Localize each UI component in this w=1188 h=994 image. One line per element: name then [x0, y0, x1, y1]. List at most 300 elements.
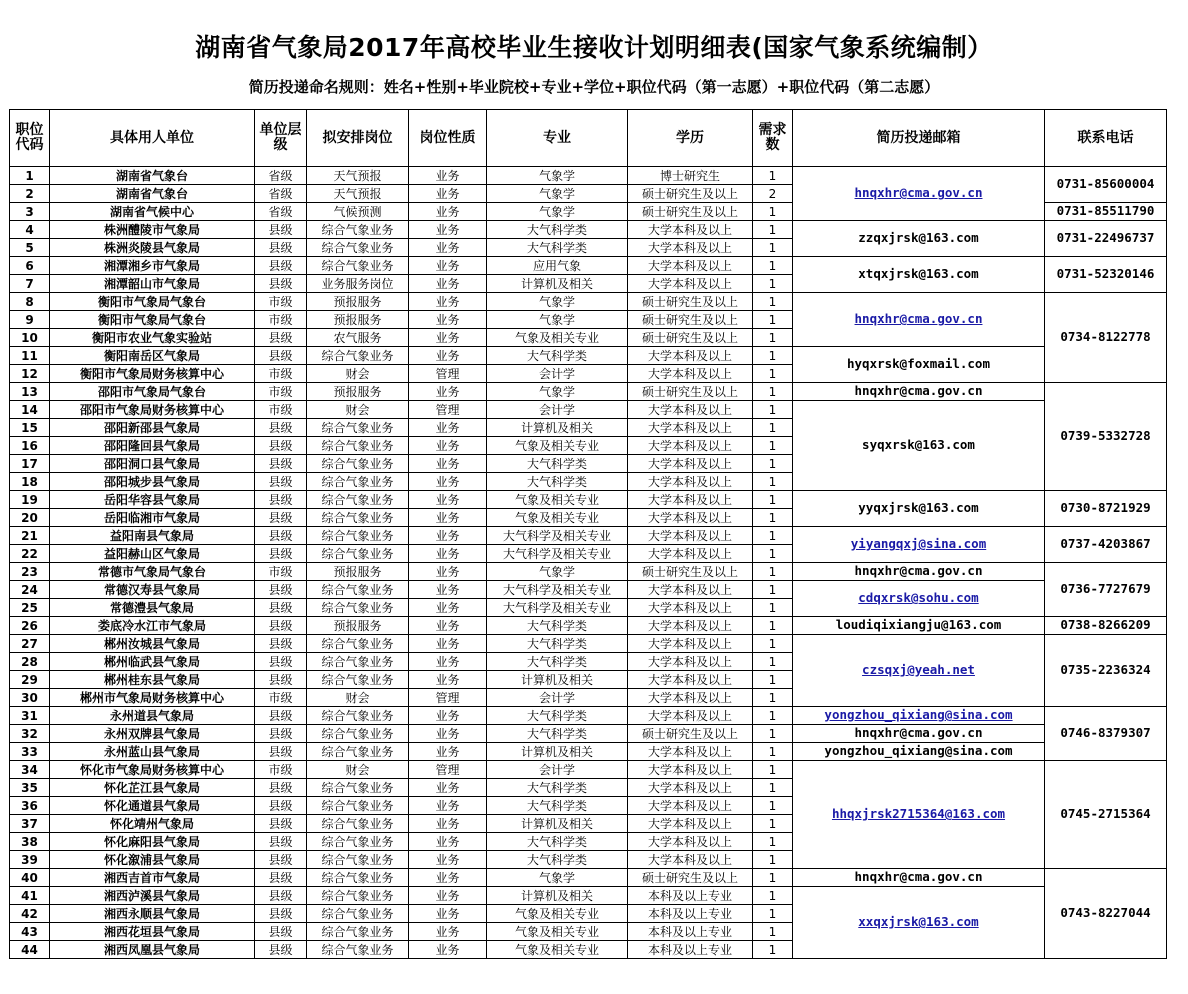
education-cell: 硕士研究生及以上	[628, 293, 753, 311]
email-text: hnqxhr@cma.gov.cn	[854, 563, 983, 579]
education-cell: 大学本科及以上	[628, 365, 753, 383]
position-code-cell: 29	[10, 671, 50, 689]
demand-count-cell: 1	[753, 545, 793, 563]
header-major: 专业	[487, 110, 628, 167]
unit-level-cell: 市级	[255, 689, 307, 707]
post-nature-cell: 业务	[409, 437, 487, 455]
unit-level-cell: 省级	[255, 185, 307, 203]
email-cell	[793, 527, 1045, 563]
position-code-cell: 19	[10, 491, 50, 509]
phone-cell: 0735-2236324	[1045, 635, 1167, 707]
unit-level-cell: 省级	[255, 167, 307, 185]
email-text: xtqxjrsk@163.com	[858, 266, 979, 282]
unit-cell: 湘潭湘乡市气象局	[50, 257, 255, 275]
major-cell: 气象学	[487, 203, 628, 221]
position-code-cell: 38	[10, 833, 50, 851]
header-phone: 联系电话	[1045, 110, 1167, 167]
post-nature-cell: 业务	[409, 653, 487, 671]
position-code-cell: 20	[10, 509, 50, 527]
post-cell: 综合气象业务	[307, 779, 409, 797]
unit-cell: 株洲醴陵市气象局	[50, 221, 255, 239]
unit-cell: 衡阳市农业气象实验站	[50, 329, 255, 347]
major-cell: 大气科学类	[487, 239, 628, 257]
major-cell: 计算机及相关	[487, 671, 628, 689]
post-cell: 综合气象业务	[307, 221, 409, 239]
post-nature-cell: 业务	[409, 275, 487, 293]
demand-count-cell: 1	[753, 239, 793, 257]
email-text: yongzhou_qixiang@sina.com	[824, 743, 1013, 759]
unit-cell: 怀化麻阳县气象局	[50, 833, 255, 851]
email-cell	[793, 617, 1045, 635]
demand-count-cell: 1	[753, 581, 793, 599]
position-code-cell: 14	[10, 401, 50, 419]
email-link[interactable]: hhqxjrsk2715364@163.com	[831, 806, 1006, 822]
major-cell: 气象学	[487, 563, 628, 581]
phone-cell: 0739-5332728	[1045, 383, 1167, 491]
education-cell: 大学本科及以上	[628, 635, 753, 653]
email-text: hnqxhr@cma.gov.cn	[854, 869, 983, 885]
unit-cell: 株洲炎陵县气象局	[50, 239, 255, 257]
email-text: loudiqixiangju@163.com	[835, 617, 1002, 633]
post-cell: 综合气象业务	[307, 419, 409, 437]
demand-count-cell: 1	[753, 761, 793, 779]
post-cell: 综合气象业务	[307, 437, 409, 455]
major-cell: 大气科学类	[487, 797, 628, 815]
education-cell: 大学本科及以上	[628, 743, 753, 761]
major-cell: 会计学	[487, 761, 628, 779]
demand-count-cell: 1	[753, 635, 793, 653]
unit-level-cell: 县级	[255, 725, 307, 743]
phone-cell: 0736-7727679	[1045, 563, 1167, 617]
email-text: yyqxjrsk@163.com	[858, 500, 979, 516]
major-cell: 气象及相关专业	[487, 509, 628, 527]
demand-count-cell: 1	[753, 671, 793, 689]
header-position-code: 职位代码	[10, 110, 50, 167]
post-cell: 财会	[307, 365, 409, 383]
post-cell: 综合气象业务	[307, 797, 409, 815]
post-nature-cell: 业务	[409, 293, 487, 311]
demand-count-cell: 1	[753, 167, 793, 185]
table-row	[10, 293, 1167, 311]
demand-count-cell: 1	[753, 347, 793, 365]
phone-cell: 0730-8721929	[1045, 491, 1167, 527]
post-nature-cell: 管理	[409, 689, 487, 707]
demand-count-cell: 1	[753, 905, 793, 923]
email-cell	[793, 761, 1045, 869]
position-code-cell: 17	[10, 455, 50, 473]
email-link[interactable]: xxqxjrsk@163.com	[858, 914, 979, 930]
unit-cell: 益阳赫山区气象局	[50, 545, 255, 563]
position-code-cell: 5	[10, 239, 50, 257]
position-code-cell: 37	[10, 815, 50, 833]
table-row	[10, 167, 1167, 185]
email-text: zzqxjrsk@163.com	[858, 230, 979, 246]
position-code-cell: 9	[10, 311, 50, 329]
email-cell	[793, 869, 1045, 887]
table-row	[10, 491, 1167, 509]
post-nature-cell: 业务	[409, 581, 487, 599]
major-cell: 气象及相关专业	[487, 329, 628, 347]
post-cell: 综合气象业务	[307, 239, 409, 257]
major-cell: 大气科学类	[487, 851, 628, 869]
major-cell: 大气科学类	[487, 347, 628, 365]
major-cell: 计算机及相关	[487, 887, 628, 905]
education-cell: 大学本科及以上	[628, 581, 753, 599]
table-row	[10, 635, 1167, 653]
post-nature-cell: 业务	[409, 887, 487, 905]
unit-cell: 怀化芷江县气象局	[50, 779, 255, 797]
post-cell: 综合气象业务	[307, 671, 409, 689]
unit-level-cell: 市级	[255, 383, 307, 401]
post-nature-cell: 业务	[409, 491, 487, 509]
education-cell: 本科及以上专业	[628, 941, 753, 959]
position-code-cell: 39	[10, 851, 50, 869]
major-cell: 会计学	[487, 365, 628, 383]
post-nature-cell: 业务	[409, 185, 487, 203]
post-cell: 天气预报	[307, 167, 409, 185]
demand-count-cell: 1	[753, 833, 793, 851]
unit-level-cell: 县级	[255, 437, 307, 455]
email-cell	[793, 581, 1045, 617]
position-code-cell: 18	[10, 473, 50, 491]
education-cell: 大学本科及以上	[628, 347, 753, 365]
table-row	[10, 725, 1167, 743]
phone-cell: 0743-8227044	[1045, 869, 1167, 959]
email-cell	[793, 347, 1045, 383]
post-cell: 综合气象业务	[307, 923, 409, 941]
education-cell: 大学本科及以上	[628, 815, 753, 833]
education-cell: 硕士研究生及以上	[628, 725, 753, 743]
demand-count-cell: 1	[753, 599, 793, 617]
unit-cell: 邵阳市气象局财务核算中心	[50, 401, 255, 419]
phone-cell: 0746-8379307	[1045, 707, 1167, 761]
education-cell: 大学本科及以上	[628, 527, 753, 545]
unit-level-cell: 市级	[255, 365, 307, 383]
table-row	[10, 743, 1167, 761]
education-cell: 大学本科及以上	[628, 545, 753, 563]
email-link[interactable]: hnqxhr@cma.gov.cn	[854, 311, 983, 327]
demand-count-cell: 1	[753, 293, 793, 311]
table-row	[10, 581, 1167, 599]
demand-count-cell: 1	[753, 473, 793, 491]
unit-cell: 衡阳南岳区气象局	[50, 347, 255, 365]
post-cell: 综合气象业务	[307, 887, 409, 905]
unit-cell: 湖南省气候中心	[50, 203, 255, 221]
unit-level-cell: 县级	[255, 887, 307, 905]
unit-level-cell: 市级	[255, 401, 307, 419]
email-cell	[793, 401, 1045, 491]
unit-level-cell: 市级	[255, 563, 307, 581]
header-email: 简历投递邮箱	[793, 110, 1045, 167]
position-code-cell: 44	[10, 941, 50, 959]
phone-cell: 0731-22496737	[1045, 221, 1167, 257]
unit-cell: 邵阳隆回县气象局	[50, 437, 255, 455]
post-cell: 财会	[307, 401, 409, 419]
post-cell: 综合气象业务	[307, 851, 409, 869]
unit-cell: 湖南省气象台	[50, 185, 255, 203]
post-nature-cell: 业务	[409, 509, 487, 527]
post-cell: 综合气象业务	[307, 491, 409, 509]
demand-count-cell: 1	[753, 311, 793, 329]
post-cell: 综合气象业务	[307, 725, 409, 743]
unit-level-cell: 县级	[255, 257, 307, 275]
post-nature-cell: 业务	[409, 419, 487, 437]
post-cell: 综合气象业务	[307, 347, 409, 365]
position-code-cell: 4	[10, 221, 50, 239]
table-row	[10, 869, 1167, 887]
post-cell: 预报服务	[307, 293, 409, 311]
major-cell: 计算机及相关	[487, 419, 628, 437]
major-cell: 大气科学类	[487, 725, 628, 743]
major-cell: 大气科学及相关专业	[487, 545, 628, 563]
major-cell: 气象及相关专业	[487, 941, 628, 959]
demand-count-cell: 1	[753, 617, 793, 635]
table-row	[10, 707, 1167, 725]
major-cell: 气象及相关专业	[487, 905, 628, 923]
post-nature-cell: 业务	[409, 923, 487, 941]
unit-cell: 常德汉寿县气象局	[50, 581, 255, 599]
unit-level-cell: 县级	[255, 869, 307, 887]
demand-count-cell: 1	[753, 221, 793, 239]
major-cell: 气象及相关专业	[487, 491, 628, 509]
post-cell: 综合气象业务	[307, 707, 409, 725]
unit-cell: 衡阳市气象局财务核算中心	[50, 365, 255, 383]
post-cell: 综合气象业务	[307, 473, 409, 491]
demand-count-cell: 1	[753, 707, 793, 725]
unit-level-cell: 市级	[255, 761, 307, 779]
demand-count-cell: 1	[753, 923, 793, 941]
position-code-cell: 24	[10, 581, 50, 599]
email-cell	[793, 725, 1045, 743]
position-code-cell: 26	[10, 617, 50, 635]
email-cell	[793, 887, 1045, 959]
demand-count-cell: 1	[753, 509, 793, 527]
unit-cell: 郴州市气象局财务核算中心	[50, 689, 255, 707]
demand-count-cell: 1	[753, 851, 793, 869]
unit-cell: 邵阳城步县气象局	[50, 473, 255, 491]
position-code-cell: 33	[10, 743, 50, 761]
position-code-cell: 41	[10, 887, 50, 905]
unit-level-cell: 县级	[255, 419, 307, 437]
email-link[interactable]: cdqxrsk@sohu.com	[858, 590, 979, 606]
email-text: hnqxhr@cma.gov.cn	[854, 383, 983, 399]
demand-count-cell: 1	[753, 887, 793, 905]
post-nature-cell: 业务	[409, 833, 487, 851]
post-nature-cell: 业务	[409, 203, 487, 221]
unit-level-cell: 县级	[255, 851, 307, 869]
post-nature-cell: 业务	[409, 545, 487, 563]
unit-level-cell: 县级	[255, 743, 307, 761]
post-cell: 综合气象业务	[307, 815, 409, 833]
major-cell: 计算机及相关	[487, 275, 628, 293]
post-nature-cell: 管理	[409, 761, 487, 779]
demand-count-cell: 1	[753, 653, 793, 671]
unit-cell: 湘西永顺县气象局	[50, 905, 255, 923]
unit-cell: 郴州桂东县气象局	[50, 671, 255, 689]
position-code-cell: 42	[10, 905, 50, 923]
position-code-cell: 2	[10, 185, 50, 203]
unit-level-cell: 县级	[255, 923, 307, 941]
major-cell: 气象学	[487, 869, 628, 887]
position-code-cell: 15	[10, 419, 50, 437]
post-nature-cell: 业务	[409, 383, 487, 401]
unit-cell: 湘西凤凰县气象局	[50, 941, 255, 959]
education-cell: 大学本科及以上	[628, 419, 753, 437]
position-code-cell: 25	[10, 599, 50, 617]
demand-count-cell: 1	[753, 329, 793, 347]
post-cell: 财会	[307, 689, 409, 707]
post-cell: 综合气象业务	[307, 455, 409, 473]
email-cell	[793, 383, 1045, 401]
email-link[interactable]: hnqxhr@cma.gov.cn	[854, 185, 983, 201]
position-code-cell: 30	[10, 689, 50, 707]
post-cell: 综合气象业务	[307, 833, 409, 851]
phone-cell: 0734-8122778	[1045, 293, 1167, 383]
education-cell: 硕士研究生及以上	[628, 329, 753, 347]
phone-cell: 0731-85511790	[1045, 203, 1167, 221]
position-code-cell: 12	[10, 365, 50, 383]
education-cell: 本科及以上专业	[628, 905, 753, 923]
major-cell: 大气科学及相关专业	[487, 581, 628, 599]
education-cell: 大学本科及以上	[628, 707, 753, 725]
header-unit: 具体用人单位	[50, 110, 255, 167]
major-cell: 气象及相关专业	[487, 437, 628, 455]
phone-cell: 0731-52320146	[1045, 257, 1167, 293]
education-cell: 博士研究生	[628, 167, 753, 185]
post-nature-cell: 业务	[409, 239, 487, 257]
education-cell: 大学本科及以上	[628, 401, 753, 419]
table-body	[10, 167, 1167, 959]
table-header-row	[10, 110, 1167, 167]
email-link[interactable]: czsqxj@yeah.net	[862, 662, 975, 678]
phone-cell: 0738-8266209	[1045, 617, 1167, 635]
post-nature-cell: 业务	[409, 167, 487, 185]
major-cell: 大气科学类	[487, 635, 628, 653]
post-nature-cell: 业务	[409, 743, 487, 761]
education-cell: 大学本科及以上	[628, 653, 753, 671]
post-cell: 预报服务	[307, 563, 409, 581]
demand-count-cell: 1	[753, 725, 793, 743]
post-cell: 天气预报	[307, 185, 409, 203]
demand-count-cell: 1	[753, 437, 793, 455]
demand-count-cell: 1	[753, 401, 793, 419]
unit-level-cell: 县级	[255, 905, 307, 923]
education-cell: 大学本科及以上	[628, 509, 753, 527]
email-cell	[793, 743, 1045, 761]
unit-level-cell: 县级	[255, 275, 307, 293]
unit-level-cell: 县级	[255, 833, 307, 851]
post-nature-cell: 业务	[409, 329, 487, 347]
position-code-cell: 6	[10, 257, 50, 275]
table-row	[10, 347, 1167, 365]
email-cell	[793, 563, 1045, 581]
phone-cell: 0737-4203867	[1045, 527, 1167, 563]
position-code-cell: 36	[10, 797, 50, 815]
header-demand-count: 需求数	[753, 110, 793, 167]
education-cell: 大学本科及以上	[628, 437, 753, 455]
post-cell: 综合气象业务	[307, 527, 409, 545]
post-nature-cell: 业务	[409, 473, 487, 491]
unit-cell: 永州双牌县气象局	[50, 725, 255, 743]
post-nature-cell: 业务	[409, 941, 487, 959]
post-cell: 综合气象业务	[307, 941, 409, 959]
position-code-cell: 43	[10, 923, 50, 941]
header-unit-level: 单位层级	[255, 110, 307, 167]
education-cell: 硕士研究生及以上	[628, 563, 753, 581]
unit-level-cell: 县级	[255, 707, 307, 725]
post-cell: 农气服务	[307, 329, 409, 347]
table-row	[10, 383, 1167, 401]
demand-count-cell: 1	[753, 419, 793, 437]
education-cell: 硕士研究生及以上	[628, 383, 753, 401]
unit-cell: 湘潭韶山市气象局	[50, 275, 255, 293]
demand-count-cell: 1	[753, 815, 793, 833]
demand-count-cell: 1	[753, 203, 793, 221]
unit-level-cell: 县级	[255, 239, 307, 257]
unit-cell: 益阳南县气象局	[50, 527, 255, 545]
position-code-cell: 23	[10, 563, 50, 581]
position-code-cell: 3	[10, 203, 50, 221]
email-link[interactable]: yongzhou_qixiang@sina.com	[824, 707, 1013, 723]
education-cell: 大学本科及以上	[628, 455, 753, 473]
email-text: hnqxhr@cma.gov.cn	[854, 725, 983, 741]
major-cell: 大气科学类	[487, 779, 628, 797]
post-cell: 综合气象业务	[307, 653, 409, 671]
unit-cell: 湘西吉首市气象局	[50, 869, 255, 887]
demand-count-cell: 1	[753, 455, 793, 473]
education-cell: 大学本科及以上	[628, 221, 753, 239]
post-nature-cell: 业务	[409, 797, 487, 815]
demand-count-cell: 1	[753, 743, 793, 761]
major-cell: 大气科学类	[487, 833, 628, 851]
position-code-cell: 22	[10, 545, 50, 563]
education-cell: 大学本科及以上	[628, 671, 753, 689]
header-education: 学历	[628, 110, 753, 167]
major-cell: 计算机及相关	[487, 743, 628, 761]
major-cell: 气象学	[487, 293, 628, 311]
post-nature-cell: 业务	[409, 617, 487, 635]
major-cell: 大气科学及相关专业	[487, 527, 628, 545]
demand-count-cell: 1	[753, 275, 793, 293]
education-cell: 硕士研究生及以上	[628, 311, 753, 329]
post-cell: 气候预测	[307, 203, 409, 221]
email-link[interactable]: yiyangqxj@sina.com	[850, 536, 987, 552]
demand-count-cell: 1	[753, 779, 793, 797]
major-cell: 大气科学及相关专业	[487, 599, 628, 617]
unit-cell: 怀化市气象局财务核算中心	[50, 761, 255, 779]
post-nature-cell: 业务	[409, 527, 487, 545]
position-code-cell: 35	[10, 779, 50, 797]
table-row	[10, 401, 1167, 419]
unit-level-cell: 县级	[255, 329, 307, 347]
unit-cell: 邵阳洞口县气象局	[50, 455, 255, 473]
post-cell: 财会	[307, 761, 409, 779]
unit-level-cell: 县级	[255, 221, 307, 239]
table-row	[10, 257, 1167, 275]
post-nature-cell: 业务	[409, 905, 487, 923]
unit-cell: 岳阳华容县气象局	[50, 491, 255, 509]
demand-count-cell: 1	[753, 365, 793, 383]
demand-count-cell: 1	[753, 257, 793, 275]
post-cell: 综合气象业务	[307, 257, 409, 275]
unit-cell: 湘西泸溪县气象局	[50, 887, 255, 905]
unit-cell: 湖南省气象台	[50, 167, 255, 185]
post-nature-cell: 业务	[409, 563, 487, 581]
post-nature-cell: 业务	[409, 257, 487, 275]
recruitment-table	[9, 109, 1167, 959]
unit-cell: 娄底冷水江市气象局	[50, 617, 255, 635]
unit-cell: 邵阳市气象局气象台	[50, 383, 255, 401]
